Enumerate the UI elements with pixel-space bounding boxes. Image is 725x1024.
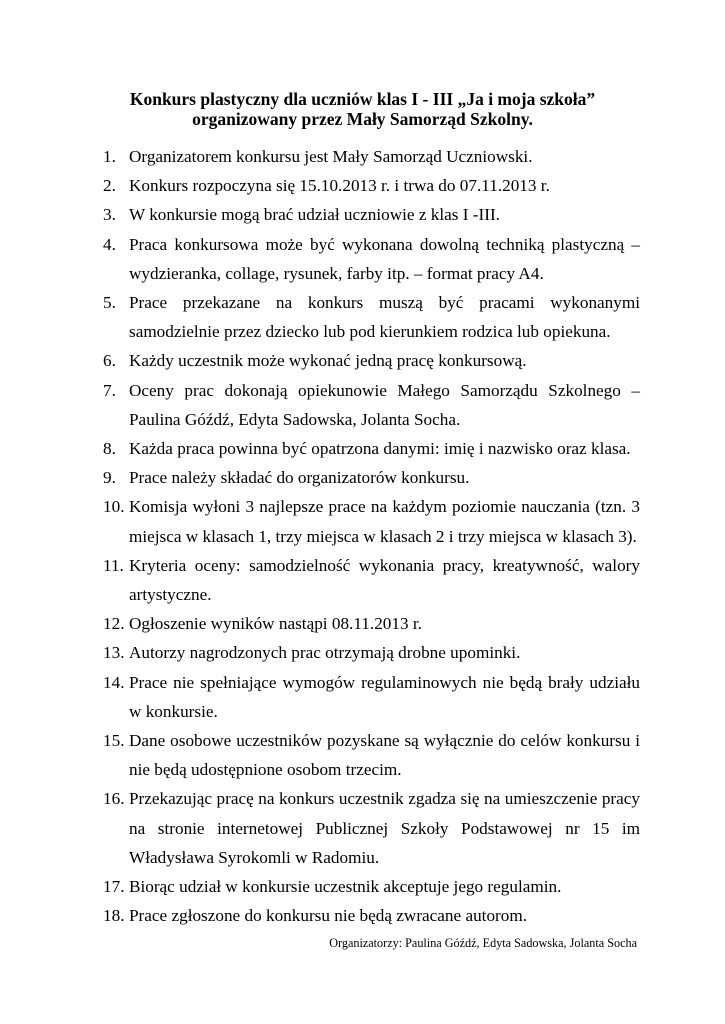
rule-text: Prace przekazane na konkurs muszą być pracami wykonanymi samodzielnie przez dziecko lub pod kierunkiem rodzica lub opiekuna. [129, 293, 640, 342]
rule-item [0, 288, 725, 346]
rule-number: 17. [103, 877, 125, 897]
rules-list [0, 142, 725, 930]
rule-item [0, 609, 725, 638]
rule-text: Kryteria oceny: samodzielność wykonania pracy, kreatywność, walory artystyczne. [129, 555, 640, 605]
rule-item [0, 872, 725, 901]
rule-item [0, 668, 725, 726]
rule-item [0, 230, 725, 288]
rule-number: 14. [103, 672, 125, 692]
rule-number: 9. [103, 468, 116, 488]
rule-number: 15. [103, 731, 125, 751]
rule-number: 11. [103, 555, 124, 575]
rule-text: Każda praca powinna być opatrzona danymi: imię i nazwisko oraz klasa. [129, 439, 631, 459]
rule-item [0, 346, 725, 375]
rule-text: Prace należy składać do organizatorów konkursu. [129, 468, 470, 488]
rule-number: 1. [103, 147, 116, 166]
rule-item [0, 901, 725, 930]
title-line-2: organizowany przez Mały Samorząd Szkolny. [192, 109, 533, 129]
rule-item [0, 551, 725, 609]
rule-number: 2. [103, 176, 116, 196]
rule-item [0, 434, 725, 463]
rule-item [0, 171, 725, 200]
rule-text: Prace nie spełniające wymogów regulaminowych nie będą brały udziału w konkursie. [129, 672, 640, 721]
rule-number: 16. [103, 789, 125, 809]
rule-text: Komisja wyłoni 3 najlepsze prace na każdym poziomie nauczania (tzn. 3 miejsca w klasach 1, trzy miejsca w klasach 2 i trzy miejsca w klasach 3). [129, 497, 640, 546]
rule-text: Praca konkursowa może być wykonana dowolną techniką plastyczną – wydzieranka, collage, rysunek, farby itp. – format pracy A4. [129, 234, 640, 283]
rule-item [0, 376, 725, 434]
title-line-1: Konkurs plastyczny dla uczniów klas I - III „Ja i moja szkoła” [129, 89, 596, 109]
rule-text: Każdy uczestnik może wykonać jedną pracę konkursową. [129, 351, 527, 371]
rule-number: 4. [103, 234, 116, 254]
rule-number: 10. [103, 497, 125, 517]
rule-text: Dane osobowe uczestników pozyskane są wyłącznie do celów konkursu i nie będą udostępnione osobom trzecim. [129, 731, 640, 780]
rule-number: 12. [103, 614, 125, 634]
rule-item [0, 142, 725, 171]
rule-item [0, 726, 725, 784]
rule-item [0, 638, 725, 667]
rule-text: Konkurs rozpoczyna się 15.10.2013 r. i trwa do 07.11.2013 r. [129, 176, 550, 196]
rule-text: Ogłoszenie wyników nastąpi 08.11.2013 r. [129, 614, 422, 634]
rule-text: W konkursie mogą brać udział uczniowie z klas I -III. [129, 205, 500, 225]
rule-text: Biorąc udział w konkursie uczestnik akceptuje jego regulamin. [129, 877, 562, 897]
rule-text: Prace zgłoszone do konkursu nie będą zwracane autorom. [129, 906, 528, 926]
rule-number: 5. [103, 293, 116, 313]
rule-text: Organizatorem konkursu jest Mały Samorząd Uczniowski. [129, 147, 533, 166]
rule-number: 8. [103, 439, 116, 459]
document-title [0, 89, 725, 129]
rule-number: 13. [103, 643, 125, 663]
rule-number: 18. [103, 906, 125, 926]
rule-item [0, 463, 725, 492]
organizers-signature: Organizatorzy: Paulina Góźdź, Edyta Sadowska, Jolanta Socha [329, 936, 637, 950]
rule-text: Przekazując pracę na konkurs uczestnik zgadza się na umieszczenie pracy na stronie internetowej Publicznej Szkoły Podstawowej nr 15 im Władysława Syrokomli w Radomiu. [129, 789, 640, 867]
rule-item [0, 492, 725, 550]
rule-text: Autorzy nagrodzonych prac otrzymają drobne upominki. [129, 643, 521, 663]
rule-text: Oceny prac dokonają opiekunowie Małego Samorządu Szkolnego – Paulina Góźdź, Edyta Sadowska, Jolanta Socha. [129, 380, 640, 429]
rule-item [0, 784, 725, 872]
rule-number: 7. [103, 380, 116, 400]
rule-number: 3. [103, 205, 116, 225]
rule-item [0, 200, 725, 229]
rule-number: 6. [103, 351, 116, 371]
